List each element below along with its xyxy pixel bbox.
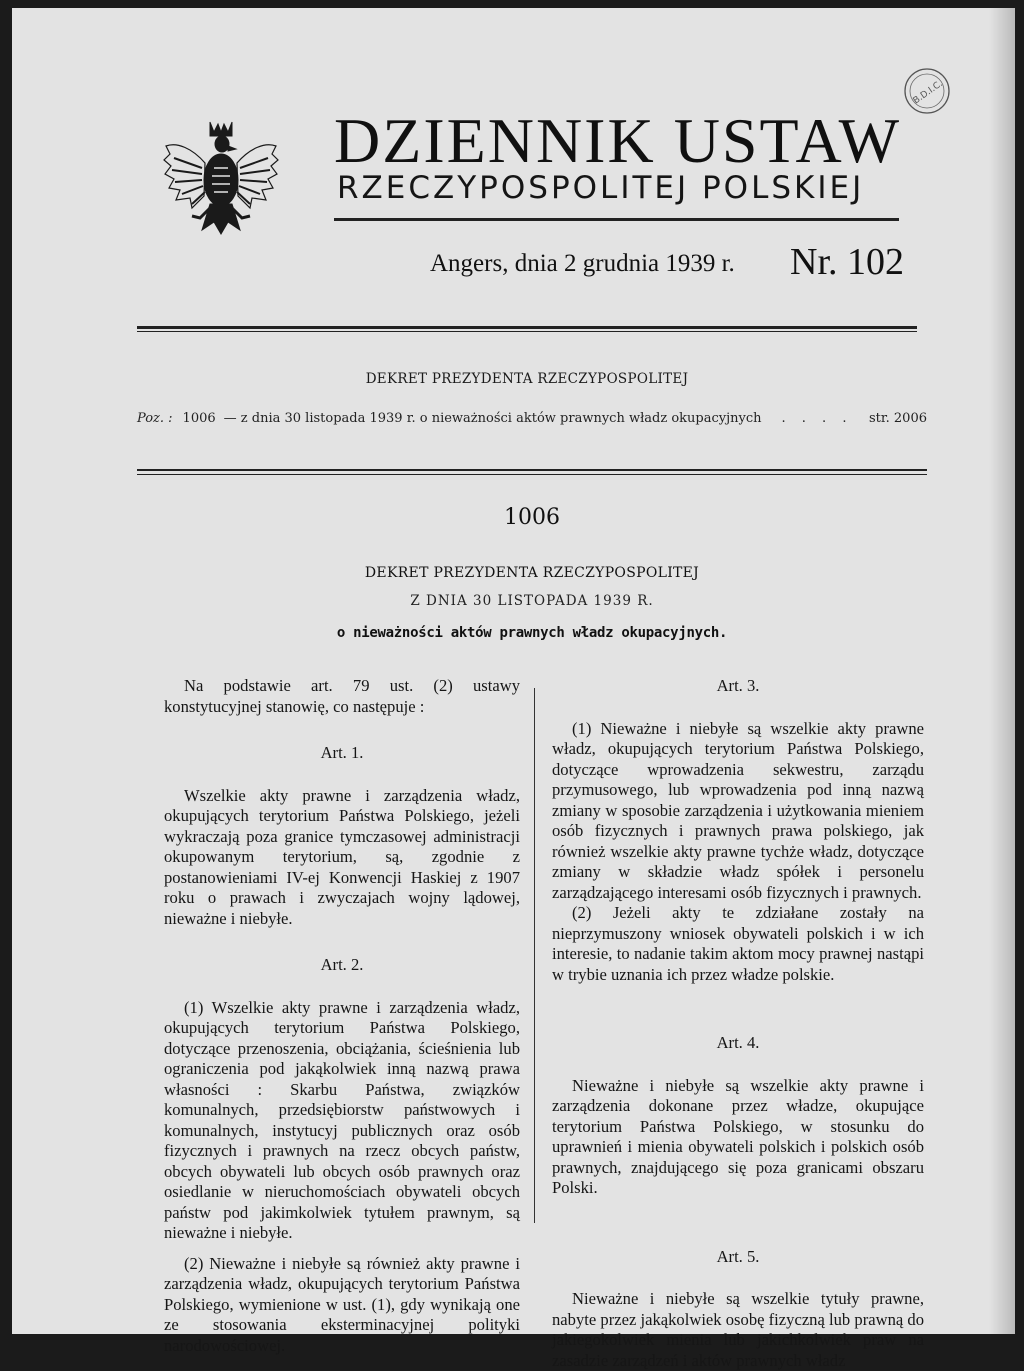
- text-column-right: [552, 676, 924, 1371]
- polish-eagle-emblem-icon: [162, 118, 280, 238]
- article-paragraph: (2) Nieważne i niebyłe są również akty prawne i zarządzenia władz, okupujących terytorium Państwa Polskiego, wymienione w ust. (1), gdy wynikają one ze stosowania eksterminacyjnej polityki narodowościowej.: [164, 1253, 520, 1355]
- article-heading: Art. 2.: [320, 955, 364, 974]
- decree-heading: DEKRET PREZYDENTA RZECZYPOSPOLITEJ: [364, 565, 700, 581]
- publication-title: DZIENNIK USTAW: [334, 105, 901, 176]
- article-heading: Art. 3.: [716, 676, 760, 695]
- article-paragraph: Nieważne i niebyłe są wszelkie tytuły prawne, nabyte przez jakąkolwiek osobę fizyczną lub prawną do jakiegokolwiek mienia lub jakichkolwiek praw na zasadzie zarządzeń i aktów prawnych władz: [552, 1289, 924, 1370]
- contents-rule-thick: [137, 469, 927, 471]
- publication-subtitle: RZECZYPOSPOLITEJ POLSKIEJ: [337, 170, 865, 206]
- decree-preamble: Na podstawie art. 79 ust. (2) ustawy konstytucyjnej stanowię, co następuje :: [164, 676, 520, 716]
- article-paragraph: (1) Wszelkie akty prawne i zarządzenia władz, okupujących terytorium Państwa Polskiego, dotyczące przenoszenia, obciążania, ścieśnienia lub ograniczenia pod jakąkolwiek inną nazwą prawa własności : Skarbu Państwa, związków komunalnych, przedsiębiorstw państwowych i komunalnych, instytucyj publicznych oraz osób fizycznych i prawnych na rzecz obcych państw, obcych obywateli lub obcych osób prawnych oraz osiedlanie w nieruchomościach obywateli obcych państw pod jakimkolwiek tytułem prawnym, są nieważne i niebyłe.: [164, 997, 520, 1242]
- contents-entry-page: str. 2006: [868, 411, 927, 426]
- contents-entry: [137, 411, 927, 426]
- contents-entry-number: 1006: [182, 411, 216, 426]
- contents-heading: DEKRET PREZYDENTA RZECZYPOSPOLITEJ: [365, 371, 689, 387]
- article-heading: Art. 4.: [716, 1033, 760, 1052]
- article-heading: Art. 5.: [716, 1246, 760, 1266]
- decree-subject: o nieważności aktów prawnych władz okupacyjnych.: [336, 625, 728, 641]
- contents-entry-description: — z dnia 30 listopada 1939 r. o nieważności aktów prawnych władz okupacyjnych: [223, 411, 762, 426]
- issue-number: Nr. 102: [790, 241, 904, 283]
- masthead-rule-thin: [137, 331, 917, 332]
- article-heading: Art. 1.: [320, 743, 364, 762]
- article-paragraph: (1) Nieważne i niebyłe są wszelkie akty prawne władz, okupujących terytorium Państwa Polskiego, dotyczące wprowadzenia sekwestru, zarządu przymusowego, lub wprowadzenia pod inną nazwą zmiany w sposobie zarządzenia i użytkowania mieniem osób fizycznych i prawnych prawa polskiego, jak również wszelkie akty prawne tychże władz, dotyczące zmiany w składzie władz spółek i personelu zarządzającego interesami osób fizycznych i prawnych.: [552, 718, 924, 902]
- library-stamp-icon: [902, 66, 952, 116]
- article-paragraph: Wszelkie akty prawne i zarządzenia władz, okupujących terytorium Państwa Polskiego, jeżeli wykraczają poza granice tymczasowej administracji okupowanym terytorium, są, zgodnie z postanowieniami IV-ej Konwencji Haskiej z 1907 roku o prawach i zwyczajach wojny lądowej, nieważne i niebyłe.: [164, 785, 520, 928]
- decree-number: 1006: [504, 505, 560, 530]
- article-paragraph: (2) Jeżeli akty te zdziałane zostały na nieprzymuszony wniosek obywateli polskich i w ich interesie, to nadanie takim aktom mocy prawnej nastąpi w trybie uznania ich przez władze polskie.: [552, 903, 924, 984]
- contents-leader-dots: . . . .: [781, 411, 853, 426]
- article-paragraph: Nieważne i niebyłe są wszelkie akty prawne i zarządzenia dokonane przez władze, okupujące terytorium Państwa Polskiego, w stosunku do uprawnień i mienia obywateli polskich i polskich osób prawnych, znajdującego się poza granicami obszaru Polski.: [552, 1075, 924, 1197]
- issue-date: Angers, dnia 2 grudnia 1939 r.: [430, 250, 735, 277]
- text-column-left: [164, 676, 520, 1356]
- stamp-text: B.D.I.C.: [911, 78, 945, 107]
- title-rule: [334, 218, 899, 221]
- contents-rule-thin: [137, 474, 927, 475]
- contents-poz-label: Poz. :: [137, 411, 173, 426]
- document-page: [12, 8, 1015, 1370]
- decree-date-line: Z DNIA 30 LISTOPADA 1939 R.: [410, 593, 654, 609]
- column-divider: [534, 688, 535, 1223]
- masthead-rule-thick: [137, 326, 917, 329]
